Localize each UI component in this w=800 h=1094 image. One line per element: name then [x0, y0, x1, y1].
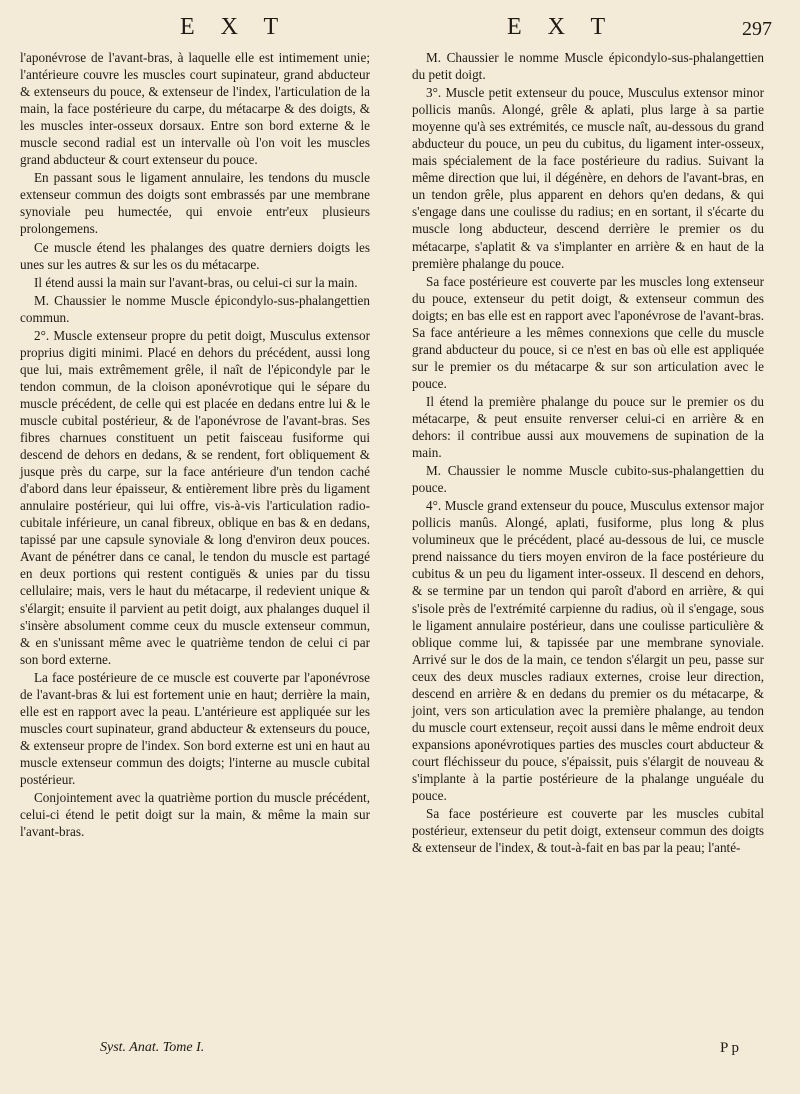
page-number: 297 — [742, 18, 772, 40]
signature-mark: Syst. Anat. Tome I. — [100, 1040, 205, 1055]
left-paragraph: Il étend aussi la main sur l'avant-bras, ou celui-ci sur la main. — [34, 274, 358, 290]
signature-letter: P p — [720, 1040, 740, 1056]
right-paragraph: 3°. Muscle petit extenseur du pouce, Musculus extensor minor pollicis manûs. Alongé, grêle & aplati, plus large à sa partie moyenne qu'à ses extrémités, ce muscle naît, au-dessous du grand abducteur du pouce, un peu du cubitus, du ligament inter-osseux, mais spécialement de la face postérieure du radius. Suivant la même direction que lui, il dégénère, en dehors de l'avant-bras, en un tendon grêle, plus apparent en dehors qu'en dedans, & qui s'engage dans une coulisse du radius; en en sortant, il s'écarte du muscle long abducteur, descend derrière le premier os du métacarpe, s'aplatit & va s'implanter en arrière & en haut de la première phalange du pouce. — [412, 85, 764, 271]
right-paragraph: M. Chaussier le nomme Muscle épicondylo-sus-phalangettien du petit doigt. — [412, 50, 764, 83]
right-paragraph: Il étend la première phalange du pouce sur le premier os du métacarpe, & peut ensuite renverser celui-ci en arrière & en dehors: il contribue aussi aux mouvemens de supination de la main. — [412, 393, 764, 461]
left-paragraph: La face postérieure de ce muscle est couverte par l'aponévrose de l'avant-bras & lui est fortement unie en haut; derrière la main, elle est en rapport avec la peau. L'antérieure est appliquée sur les muscles court supinateur, grand abducteur & extenseurs du pouce, & extenseur propre de l'index. Son bord externe est uni en haut au muscle extenseur commun des doigts; l'interne au muscle cubital postérieur. — [20, 669, 370, 787]
right-paragraph: Sa face postérieure est couverte par les muscles long extenseur du pouce, extenseur du petit doigt, & extenseur commun des doigts; en bas elle est en rapport avec l'aponévrose de l'avant-bras. Sa face antérieure a les mêmes connexions que celle du muscle grand abducteur du pouce, si ce n'est en bas où elle est appliquée sur le premier os du métacarpe & sur son articulation avec le pouce. — [412, 273, 764, 391]
right-column — [412, 49, 764, 856]
right-paragraph: M. Chaussier le nomme Muscle cubito-sus-phalangettien du pouce. — [412, 463, 764, 496]
right-running-head: E X T — [507, 14, 616, 40]
left-paragraph: M. Chaussier le nomme Muscle épicondylo-sus-phalangettien commun. — [20, 292, 370, 325]
right-paragraph: Sa face postérieure est couverte par les muscles cubital postérieur, extenseur du petit doigt, extenseur commun des doigts & extenseur de l'index, & tout-à-fait en bas par la peau; l'anté- — [412, 806, 764, 856]
left-paragraph: Conjointement avec la quatrième portion du muscle précédent, celui-ci étend le petit doigt sur la main, & même la main sur l'avant-bras. — [20, 790, 370, 840]
left-column — [20, 49, 370, 840]
left-paragraph: l'aponévrose de l'avant-bras, à laquelle elle est intimement unie; l'antérieure couvre les muscles court supinateur, grand abducteur & extenseurs du pouce, & extenseur de l'index, l'articulation de la main, la face postérieure du carpe, du métacarpe & des doigts, & les muscles inter-osseux dorsaux. Entre son bord externe & le muscle second radial est un intervalle où l'on voit les muscles grand abducteur & court extenseur du pouce. — [20, 50, 370, 168]
left-paragraph: 2°. Muscle extenseur propre du petit doigt, Musculus extensor proprius digiti minimi. Placé en dehors du précédent, aussi long que lui, mais extrêmement grêle, il naît de l'épicondyle par le tendon commun, de la cloison aponévrotique qui le sépare du muscle précédent, de celle qui est placée en dedans entre lui & le muscle cubital postérieur, & de l'aponévrose de l'avant-bras. Ses fibres charnues constituent un petit faisceau fusiforme qui descend de dehors en dedans, & se rendent, fort obliquement & jusque près du carpe, sur la face antérieure d'un tendon caché d'abord dans leur épaisseur, & entièrement libre près du ligament annulaire postérieur, qui lui offre, vis-à-vis l'articulation radio-cubitale inférieure, un canal fibreux, oblique en bas & en dedans, tapissé par une capsule synoviale & long d'environ deux pouces. Avant de pénétrer dans ce canal, le tendon du muscle est partagé en deux portions qui restent contiguës & unies par du tissu cellulaire; mais, vers le haut du métacarpe, il redevient unique & s'élargit; ensuite il parvient au petit doigt, aux phalanges duquel il s'insère absolument comme ceux du muscle extenseur commun, & en s'unissant même avec le quatrième tendon de celui ci par son bord externe. — [20, 327, 370, 667]
left-paragraph: En passant sous le ligament annulaire, les tendons du muscle extenseur commun des doigts sont embrassés par une membrane synoviale peu humectée, qui envoie entr'eux plusieurs prolongemens. — [20, 170, 370, 237]
left-running-head: E X T — [180, 14, 289, 40]
right-paragraph: 4°. Muscle grand extenseur du pouce, Musculus extensor major pollicis manûs. Alongé, aplati, fusiforme, plus long & plus volumineux que le précédent, placé au-dessous de lui, ce muscle prend naissance du tiers moyen environ de la face postérieure du cubitus & un peu du ligament inter-osseux. Il descend en dehors, & se termine par un tendon qui paroît d'abord en arrière, & qui s'isole près de l'extrémité carpienne du radius, où il s'engage, sous le ligament annulaire postérieur, dans une coulisse particulière & oblique comme lui, & tapissée par une membrane synoviale. Arrivé sur le dos de la main, ce tendon s'élargit un peu, passe sur ceux des deux muscles radiaux externes, croise leur direction, descend en arrière & en dedans du premier os du métacarpe, & joint, vers son articulation avec la première phalange, au tendon du muscle court extenseur, reçoit aussi dans le même endroit deux expansions aponévrotiques parties des muscles court abducteur & court fléchisseur du pouce, s'épaissit, puis s'élargit de nouveau & s'implante à la partie postérieure de la phalange unguéale du pouce. — [412, 498, 764, 804]
left-paragraph: Ce muscle étend les phalanges des quatre derniers doigts les unes sur les autres & sur les os du métacarpe. — [20, 239, 370, 272]
